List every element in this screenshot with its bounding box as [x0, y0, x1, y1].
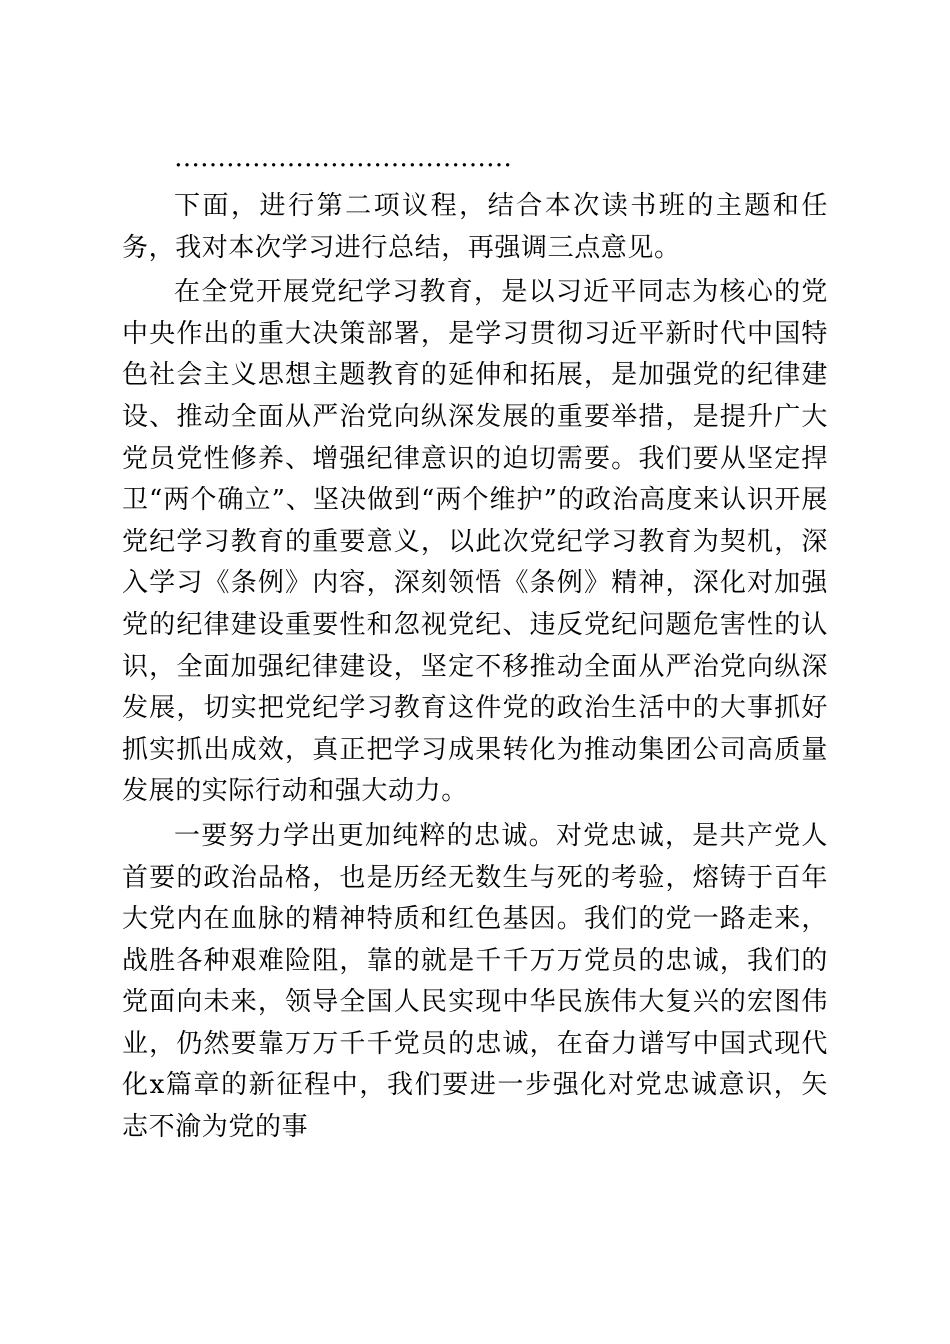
- paragraph-loyalty: 一要努力学出更加纯粹的忠诚。对党忠诚，是共产党人首要的政治品格，也是历经无数生与死的考验，熔铸于百年大党内在血脉的精神特质和红色基因。我们的党一路走来，战胜各种艰难险阻，靠的就是千千万万党员的忠诚，我们的党面向未来，领导全国人民实现中华民族伟大复兴的宏图伟业，仍然要靠万万千千党员的忠诚，在奋力谱写中国式现代化x篇章的新征程中，我们要进一步强化对党忠诚意识，矢志不渝为党的事: [122, 820, 828, 1143]
- paragraph-discipline-education: 在全党开展党纪学习教育，是以习近平同志为核心的党中央作出的重大决策部署，是学习贯彻习近平新时代中国特色社会主义思想主题教育的延伸和拓展，是加强党的纪律建设、推动全面从严治党向纵深发展的重要举措，是提升广大党员党性修养、增强纪律意识的迫切需要。我们要从坚定捍卫“两个确立”、坚决做到“两个维护”的政治高度来认识开展党纪学习教育的重要意义，以此次党纪学习教育为契机，深入学习《条例》内容，深刻领悟《条例》精神，深化对加强党的纪律建设重要性和忽视党纪、违反党纪问题危害性的认识，全面加强纪律建设，坚定不移推动全面从严治党向纵深发展，切实把党纪学习教育这件党的政治生活中的大事抓好抓实抓出成效，真正把学习成果转化为推动集团公司高质量发展的实际行动和强大动力。: [122, 277, 828, 807]
- ellipsis-separator: …………………………………: [174, 143, 512, 173]
- document-body: [122, 140, 828, 1152]
- paragraph-agenda-intro: 下面，进行第二项议程，结合本次读书班的主题和任务，我对本次学习进行总结，再强调三点意见。: [122, 191, 828, 263]
